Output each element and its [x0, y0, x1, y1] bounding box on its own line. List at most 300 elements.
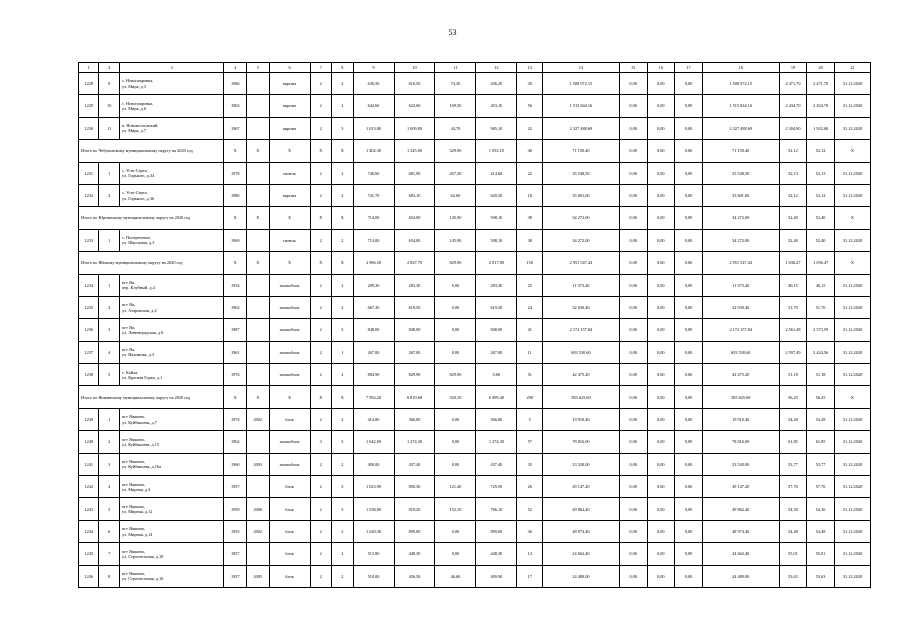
table-row — [79, 565, 871, 587]
table-cell: Х — [834, 252, 870, 274]
table-cell: 51,70 — [779, 296, 807, 318]
table-cell: 0,00 — [647, 520, 675, 542]
table-cell: 6 819,60 — [394, 386, 435, 408]
column-number: 16 — [647, 63, 675, 73]
table-cell — [247, 319, 270, 341]
table-cell: 1 — [332, 341, 354, 363]
table-cell: 1231 — [79, 162, 99, 184]
table-cell: 2 — [310, 95, 332, 117]
table-cell: 1 508 972,15 — [702, 73, 779, 95]
table-cell: 965,10 — [476, 117, 517, 139]
table-cell: 1987 — [224, 319, 247, 341]
table-cell: 56,25 — [779, 386, 807, 408]
table-cell: 2002 — [247, 408, 270, 430]
table-cell: 4 — [99, 341, 119, 363]
table-cell: 0,00 — [647, 543, 675, 565]
table-cell: 0,00 — [619, 453, 647, 475]
table-cell: 1238 — [79, 364, 99, 386]
table-cell: 34 272,00 — [543, 207, 620, 229]
table-cell: 2 471,70 — [807, 73, 835, 95]
column-number: 12 — [476, 63, 517, 73]
table-cell: 0,00 — [619, 184, 647, 206]
table-cell: 2 — [310, 408, 332, 430]
table-cell: 0,00 — [476, 364, 517, 386]
table-cell: 2006 — [247, 498, 270, 520]
table-cell: 2005 — [247, 565, 270, 587]
table-cell: 2 — [310, 453, 332, 475]
table-cell — [247, 274, 270, 296]
table-cell: 1980 — [224, 184, 247, 206]
table-cell — [247, 431, 270, 453]
table-cell: 1966 — [224, 73, 247, 95]
table-cell: 14 — [517, 543, 543, 565]
address-cell: пгт Яшкино, ул. Куйбышева, д.7 — [119, 408, 224, 430]
table-cell: 40 — [517, 140, 543, 162]
column-number: 7 — [310, 63, 332, 73]
table-cell: 409,90 — [476, 565, 517, 587]
table-cell: 2 — [310, 274, 332, 296]
table-cell: кирпич — [269, 73, 310, 95]
table-cell: 2 172 157,84 — [543, 319, 620, 341]
table-cell: 3 — [332, 431, 354, 453]
table-cell: 57 — [517, 431, 543, 453]
table-cell: 2 172 157,84 — [702, 319, 779, 341]
address-cell: с. Кайла, ул. Красная Горка, д.1 — [119, 364, 224, 386]
table-cell: 1960 — [224, 453, 247, 475]
table-cell: 1 020,30 — [353, 520, 394, 542]
table-cell: 32 030,40 — [702, 296, 779, 318]
table-cell: 1 274,30 — [394, 431, 435, 453]
table-cell: 0,00 — [647, 296, 675, 318]
table-cell: 1978 — [224, 162, 247, 184]
table-cell — [247, 296, 270, 318]
table-cell: 1233 — [79, 229, 99, 251]
table-cell: 55,01 — [779, 543, 807, 565]
table-cell: 52,12 — [779, 140, 807, 162]
table-cell: 0,00 — [675, 274, 703, 296]
table-cell: 0,00 — [619, 408, 647, 430]
table-cell: 49 147,20 — [702, 476, 779, 498]
table-cell: 31.12.2020 — [834, 498, 870, 520]
table-cell: 0,00 — [675, 520, 703, 542]
page-number: 53 — [448, 28, 457, 37]
table-cell: 31.12.2020 — [834, 73, 870, 95]
table-cell: 54,28 — [807, 408, 835, 430]
table-cell: 267,00 — [394, 341, 435, 363]
table-cell: 31.12.2020 — [834, 565, 870, 587]
column-number-row — [79, 63, 871, 73]
table-cell: 52 — [517, 498, 543, 520]
table-cell: 0,00 — [675, 162, 703, 184]
table-cell: 49 862,40 — [543, 498, 620, 520]
table-cell: 0,00 — [647, 431, 675, 453]
table-cell: Х — [247, 386, 270, 408]
table-row — [79, 520, 871, 542]
table-cell: 2002 — [247, 520, 270, 542]
table-cell: 850,30 — [394, 476, 435, 498]
table-cell: Х — [310, 252, 332, 274]
table-cell: 2 966,50 — [353, 252, 394, 274]
table-cell: 0,00 — [647, 476, 675, 498]
table-cell: 1228 — [79, 73, 99, 95]
table-cell — [247, 73, 270, 95]
table-cell: 2 — [332, 408, 354, 430]
table-cell: 513,80 — [353, 543, 394, 565]
table-cell: 53,77 — [807, 453, 835, 475]
table-cell: 17 — [517, 565, 543, 587]
table-cell: Х — [247, 140, 270, 162]
table-cell: 0,00 — [675, 140, 703, 162]
table-cell: 1 642,00 — [353, 431, 394, 453]
housing-register-table — [78, 62, 871, 588]
table-cell: 2 — [332, 95, 354, 117]
table-cell: 44,70 — [435, 117, 476, 139]
address-cell: пгт Яшкино, ул. Мирная, д.12 — [119, 498, 224, 520]
table-cell: 25 — [517, 274, 543, 296]
table-cell: 366,80 — [476, 408, 517, 430]
table-cell: 2 847,70 — [394, 252, 435, 274]
table-cell: 1 013,80 — [353, 117, 394, 139]
table-cell: 31.12.2020 — [834, 431, 870, 453]
table-cell: 1234 — [79, 274, 99, 296]
table-cell: 2 017,80 — [476, 252, 517, 274]
address-cell: пгт Яшкино, ул. Строительная, д.10 — [119, 543, 224, 565]
table-cell: 508,10 — [476, 229, 517, 251]
table-cell: 0,00 — [647, 341, 675, 363]
table-cell: 31.12.2020 — [834, 408, 870, 430]
table-cell: 2 304,90 — [779, 117, 807, 139]
table-cell: 1 274,30 — [476, 431, 517, 453]
table-cell: Х — [224, 252, 247, 274]
table-body — [79, 63, 871, 588]
table-cell: 1955 — [224, 520, 247, 542]
table-row — [79, 364, 871, 386]
table-cell: 11 — [99, 117, 119, 139]
address-cell: с. Новопокровка, ул. Мира, д.3 — [119, 73, 224, 95]
table-row — [79, 162, 871, 184]
table-cell: 508,10 — [476, 207, 517, 229]
table-cell: 2 — [332, 229, 354, 251]
address-cell: пгт Яя, ул. Ленинградская, д.6 — [119, 319, 224, 341]
table-cell: 51,18 — [807, 364, 835, 386]
table-cell: 7 992,20 — [353, 386, 394, 408]
table-row — [79, 498, 871, 520]
table-cell: 30 — [517, 73, 543, 95]
table-cell: 0,00 — [647, 408, 675, 430]
subtotal-label: Итого по Яшкинскому муниципальному округу на 2020 год — [79, 386, 224, 408]
table-cell: блок — [269, 498, 310, 520]
table-cell: 51,18 — [779, 364, 807, 386]
table-cell: 0,00 — [675, 453, 703, 475]
table-cell: 0,00 — [647, 117, 675, 139]
table-cell: Х — [269, 252, 310, 274]
table-cell: 56,25 — [807, 386, 835, 408]
table-cell: 9 — [99, 73, 119, 95]
table-cell: кирпич — [269, 184, 310, 206]
address-cell: п. Новомостовский, ул. Мира, д.7 — [119, 117, 224, 139]
table-cell: 848,00 — [394, 319, 435, 341]
table-cell: 3 — [310, 431, 332, 453]
table-cell: блок — [269, 520, 310, 542]
table-cell: 0,00 — [619, 543, 647, 565]
table-cell: 24 662,40 — [543, 543, 620, 565]
table-cell: 1957 — [224, 565, 247, 587]
table-cell: 1961 — [224, 341, 247, 363]
table-cell: 267,00 — [476, 341, 517, 363]
table-cell: 2 327 488,69 — [543, 117, 620, 139]
table-cell: 48 974,40 — [543, 520, 620, 542]
table-cell: Х — [269, 386, 310, 408]
table-cell: 31.12.2020 — [834, 341, 870, 363]
table-cell: 693 530,60 — [702, 341, 779, 363]
table-cell: 0,00 — [675, 95, 703, 117]
table-cell: 51 — [517, 364, 543, 386]
table-cell: Х — [332, 386, 354, 408]
table-cell: 49 147,20 — [543, 476, 620, 498]
table-cell: 40,15 — [807, 274, 835, 296]
subtotal-row — [79, 386, 871, 408]
column-number: 1 — [79, 63, 99, 73]
table-cell: 0,00 — [647, 364, 675, 386]
table-cell: 42 475,20 — [702, 364, 779, 386]
table-cell: 31.12.2020 — [834, 520, 870, 542]
table-cell: Х — [310, 386, 332, 408]
table-cell: 1 — [99, 162, 119, 184]
table-cell: 2 — [332, 274, 354, 296]
address-cell: с. Новопокровка, ул. Мира, д.6 — [119, 95, 224, 117]
table-cell: 18 — [517, 184, 543, 206]
table-cell: 5 — [99, 498, 119, 520]
table-cell: 329,90 — [435, 140, 476, 162]
table-cell: 2 — [310, 498, 332, 520]
table-cell: 0,00 — [435, 274, 476, 296]
table-cell: 267,00 — [353, 341, 394, 363]
table-cell: блок — [269, 565, 310, 587]
table-cell: 829,90 — [435, 252, 476, 274]
table-row — [79, 95, 871, 117]
table-cell: 741,70 — [353, 184, 394, 206]
table-cell: Х — [834, 386, 870, 408]
table-cell: 0,00 — [619, 95, 647, 117]
table-cell: 1230 — [79, 117, 99, 139]
table-cell: 7 — [99, 543, 119, 565]
column-number: 4 — [224, 63, 247, 73]
table-cell: 1246 — [79, 565, 99, 587]
table-cell: 1962 — [224, 296, 247, 318]
table-cell: 152,10 — [435, 498, 476, 520]
table-cell: 283,30 — [476, 274, 517, 296]
table-cell: 0,00 — [675, 229, 703, 251]
column-number: 19 — [779, 63, 807, 73]
table-cell: 1976 — [224, 364, 247, 386]
table-cell: 2 — [310, 184, 332, 206]
table-cell: 0,00 — [619, 73, 647, 95]
table-cell: 4 — [99, 476, 119, 498]
table-row — [79, 341, 871, 363]
table-cell — [247, 95, 270, 117]
table-cell: 78 816,00 — [543, 431, 620, 453]
table-cell: 2 434,70 — [779, 95, 807, 117]
address-cell: пгт Яя, ул. Азаровская, д.2 — [119, 296, 224, 318]
table-cell: 2 — [332, 162, 354, 184]
address-cell: пгт Яя, пер. Клубный, д.4 — [119, 274, 224, 296]
column-number: 9 — [353, 63, 394, 73]
table-cell: 610,50 — [394, 73, 435, 95]
table-cell: 0,00 — [647, 73, 675, 95]
table-cell: 667,30 — [353, 296, 394, 318]
table-cell: 52,40 — [807, 229, 835, 251]
table-cell: 2 573,59 — [807, 319, 835, 341]
table-cell: шлакоблок — [269, 319, 310, 341]
table-cell: 26 — [517, 476, 543, 498]
table-cell: 0,00 — [619, 476, 647, 498]
table-cell: 52,13 — [779, 162, 807, 184]
table-cell: 34 272,00 — [543, 229, 620, 251]
table-cell: 0,00 — [435, 431, 476, 453]
table-cell: 2 951 547,44 — [543, 252, 620, 274]
table-cell: 53,63 — [807, 565, 835, 587]
table-cell: 2 — [332, 453, 354, 475]
table-cell: 619,50 — [394, 296, 435, 318]
table-cell: 1 402,30 — [353, 140, 394, 162]
table-cell — [247, 184, 270, 206]
table-cell: 0,00 — [619, 364, 647, 386]
table-cell: 46,60 — [435, 565, 476, 587]
table-cell: 53,77 — [779, 453, 807, 475]
table-cell: 2 — [310, 162, 332, 184]
table-row — [79, 408, 871, 430]
table-cell: 52,40 — [779, 207, 807, 229]
table-cell: 31.12.2020 — [834, 364, 870, 386]
table-cell: 31.12.2020 — [834, 162, 870, 184]
table-cell: 71 150,40 — [543, 140, 620, 162]
table-cell: 54,30 — [807, 498, 835, 520]
table-cell: 19 910,40 — [702, 408, 779, 430]
table-cell: 1240 — [79, 431, 99, 453]
table-cell: 0,00 — [675, 117, 703, 139]
table-cell: 0,00 — [647, 184, 675, 206]
table-cell: Х — [834, 207, 870, 229]
table-cell: 2 951 547,44 — [702, 252, 779, 274]
table-cell: 24 — [517, 296, 543, 318]
table-cell: Х — [310, 140, 332, 162]
table-cell: 2 — [332, 184, 354, 206]
table-cell: 0,00 — [619, 498, 647, 520]
table-cell: 0,00 — [619, 341, 647, 363]
table-cell: 1963 — [224, 95, 247, 117]
table-cell: 0,00 — [647, 162, 675, 184]
table-cell: 0,00 — [435, 408, 476, 430]
table-cell: 57,76 — [779, 476, 807, 498]
table-cell: 1236 — [79, 319, 99, 341]
table-cell: панель — [269, 162, 310, 184]
table-row — [79, 184, 871, 206]
table-cell: 714,00 — [353, 207, 394, 229]
table-cell: 2 434,70 — [807, 95, 835, 117]
table-cell: 3 — [332, 520, 354, 542]
table-cell: 1 038,80 — [353, 498, 394, 520]
address-cell: пгт Яшкино, ул. Куйбышева, д.16а — [119, 453, 224, 475]
table-cell: 0,00 — [619, 162, 647, 184]
table-cell: 71 150,40 — [702, 140, 779, 162]
table-cell: 52,12 — [807, 184, 835, 206]
table-cell: 35 601,60 — [702, 184, 779, 206]
table-cell: 52,13 — [807, 162, 835, 184]
table-cell: 169,50 — [435, 95, 476, 117]
table-cell: Х — [269, 140, 310, 162]
table-cell: 2 — [310, 543, 332, 565]
table-cell: 0,00 — [647, 229, 675, 251]
table-cell: 0,00 — [435, 319, 476, 341]
table-cell: панель — [269, 229, 310, 251]
table-cell: 884,90 — [353, 364, 394, 386]
address-cell: пгт Яшкино, ул. Мирная, д.14 — [119, 520, 224, 542]
table-cell: Х — [224, 386, 247, 408]
table-cell: 11 373,40 — [702, 274, 779, 296]
table-cell: 52,12 — [807, 140, 835, 162]
table-cell: 899,00 — [476, 520, 517, 542]
table-row — [79, 296, 871, 318]
table-cell: блок — [269, 543, 310, 565]
table-cell: 0,00 — [435, 520, 476, 542]
table-row — [79, 431, 871, 453]
table-cell: 31.12.2020 — [834, 95, 870, 117]
table-cell: 35 548,50 — [702, 162, 779, 184]
table-cell: 630,50 — [353, 73, 394, 95]
table-cell: 51,70 — [807, 296, 835, 318]
table-cell: 57,76 — [807, 476, 835, 498]
table-cell: 2 — [332, 73, 354, 95]
subtotal-label: Итого по Юргинскому муниципальному округу на 2020 год — [79, 207, 224, 229]
column-number: 14 — [543, 63, 620, 73]
table-cell: 642,60 — [353, 95, 394, 117]
table-cell: 0,00 — [619, 520, 647, 542]
table-cell: 3 — [332, 498, 354, 520]
table-cell: 0,00 — [675, 252, 703, 274]
table-cell: 414,60 — [476, 162, 517, 184]
table-cell: 2 — [99, 431, 119, 453]
table-cell: 1 922,68 — [807, 117, 835, 139]
table-cell: 2 424,56 — [807, 341, 835, 363]
table-cell: 2 — [310, 341, 332, 363]
table-cell: 620,50 — [476, 184, 517, 206]
table-cell: 36 — [517, 520, 543, 542]
subtotal-label: Итого по Чебулинскому муниципальному округу на 2020 год — [79, 140, 224, 162]
table-cell: 31.12.2020 — [834, 229, 870, 251]
table-cell: 0,00 — [675, 431, 703, 453]
table-cell: 1 345,00 — [394, 140, 435, 162]
table-cell — [247, 341, 270, 363]
table-cell: 448,30 — [476, 543, 517, 565]
table-cell: 1 515 844,16 — [543, 95, 620, 117]
table-cell: 1243 — [79, 498, 99, 520]
table-cell: 35 601,60 — [543, 184, 620, 206]
table-cell: 121,40 — [435, 476, 476, 498]
column-number: 18 — [702, 63, 779, 73]
table-cell: 2 471,70 — [779, 73, 807, 95]
table-cell: 2 327 488,69 — [702, 117, 779, 139]
table-cell: 31.12.2020 — [834, 543, 870, 565]
table-cell: 1 036,47 — [807, 252, 835, 274]
table-cell: 0,00 — [619, 565, 647, 587]
table-cell: 5 — [517, 408, 543, 430]
table-cell: 0,00 — [435, 341, 476, 363]
table-cell: 61,85 — [779, 431, 807, 453]
address-cell: пгт Яя, ул. Нахимова, д.3 — [119, 341, 224, 363]
table-cell: 54,48 — [807, 520, 835, 542]
table-cell: 3 — [332, 117, 354, 139]
table-cell: 34 272,00 — [702, 207, 779, 229]
